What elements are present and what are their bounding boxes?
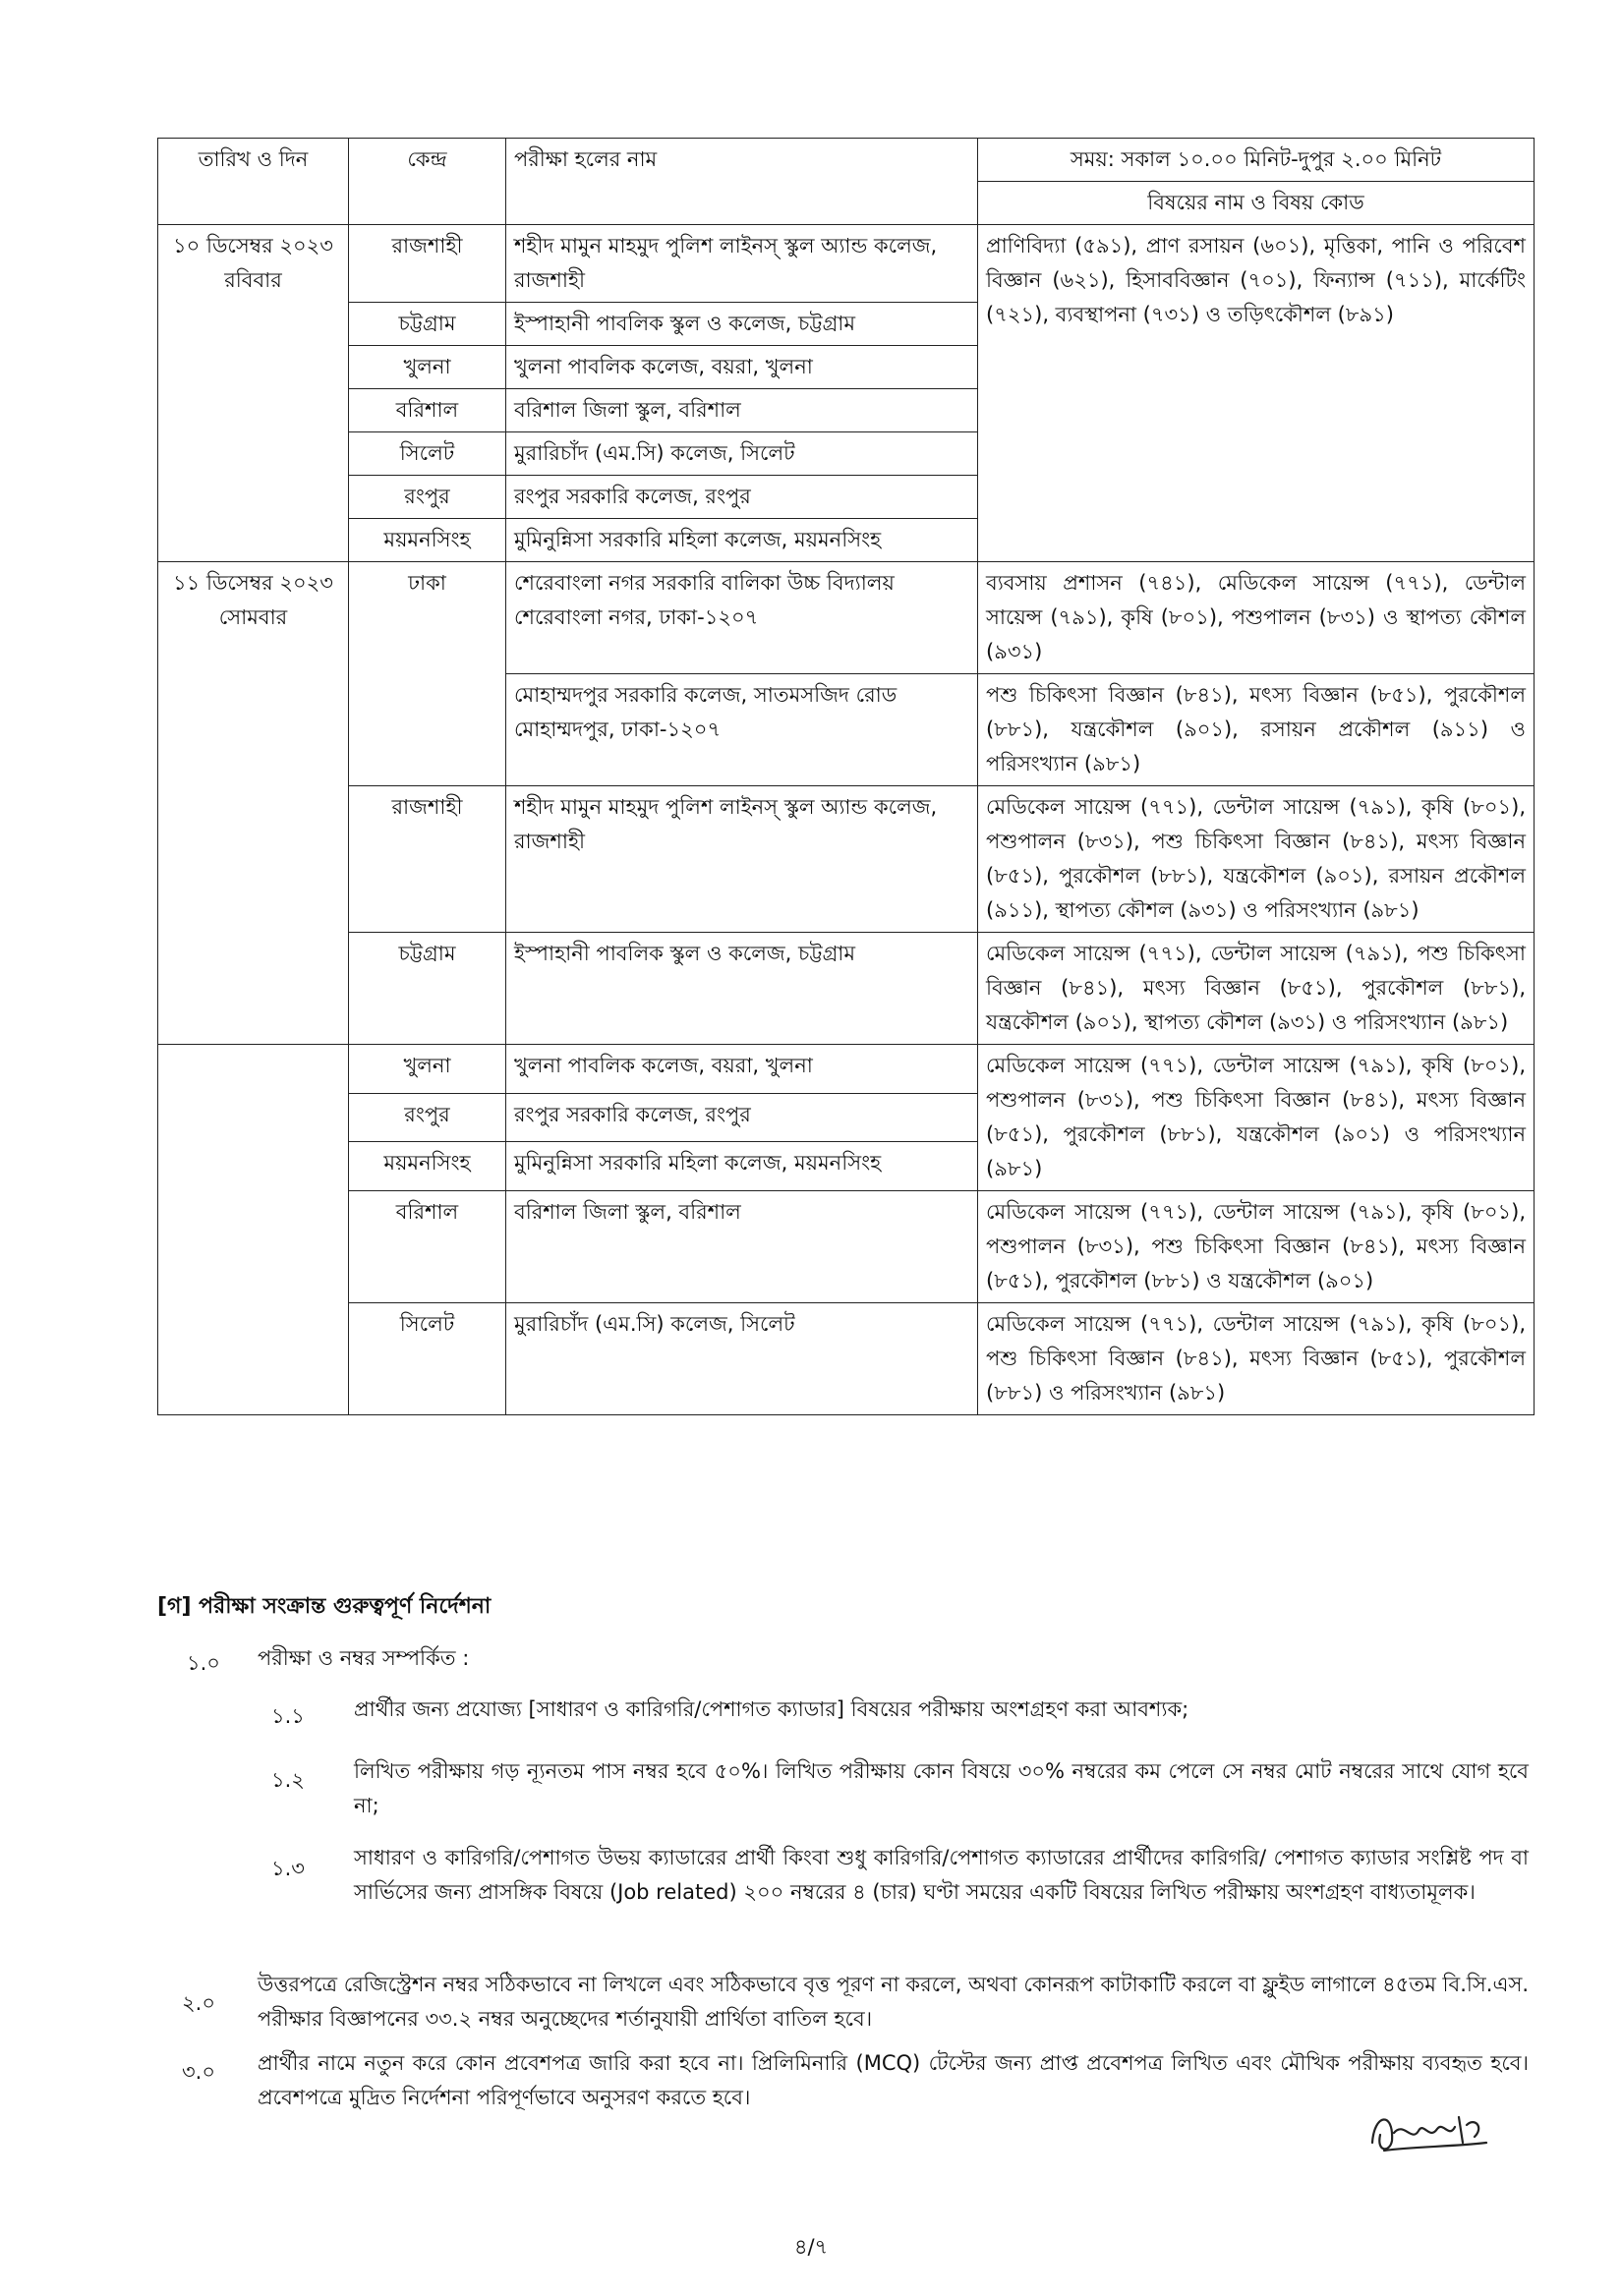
center-cell: রংপুর [349,1093,506,1142]
header-subject: বিষয়ের নাম ও বিষয় কোড [978,182,1535,225]
item-number: ২.০ [182,1991,215,2015]
table-header-row [158,139,1535,182]
center-cell: চট্টগ্রাম [349,303,506,346]
date-text: ১১ ডিসেম্বর ২০২৩ [173,571,333,595]
hall-cell: ইস্পাহানী পাবলিক স্কুল ও কলেজ, চট্টগ্রাম [506,933,978,1045]
exam-schedule-table [157,138,1535,1415]
table-row [158,225,1535,303]
hall-cell: মোহাম্মদপুর সরকারি কলেজ, সাতমসজিদ রোড মোহাম্মদপুর, ঢাকা-১২০৭ [506,674,978,786]
hall-cell: খুলনা পাবলিক কলেজ, বয়রা, খুলনা [506,1045,978,1094]
date-text: ১০ ডিসেম্বর ২০২৩ [173,234,333,258]
table-row [158,933,1535,1045]
table-row [158,562,1535,674]
subject-cell: মেডিকেল সায়েন্স (৭৭১), ডেন্টাল সায়েন্স (৭৯১), পশু চিকিৎসা বিজ্ঞান (৮৪১), মৎস্য বিজ্ঞান (৮৫১), পুরকৌশল (৮৮১), যন্ত্রকৌশল (৯০১), স্থাপত্য কৌশল (৯৩১) ও পরিসংখ্যান (৯৮১) [978,933,1535,1045]
hall-cell: মুরারিচাঁদ (এম.সি) কলেজ, সিলেট [506,1303,978,1415]
subject-cell: পশু চিকিৎসা বিজ্ঞান (৮৪১), মৎস্য বিজ্ঞান (৮৫১), পুরকৌশল (৮৮১), যন্ত্রকৌশল (৯০১), রসায়ন প্রকৌশল (৯১১) ও পরিসংখ্যান (৯৮১) [978,674,1535,786]
item-text: প্রার্থীর জন্য প্রযোজ্য [সাধারণ ও কারিগরি/পেশাগত ক্যাডার] বিষয়ের পরীক্ষায় অংশগ্রহণ করা আবশ্যক; [354,1697,1189,1721]
item-text: সাধারণ ও কারিগরি/পেশাগত উভয় ক্যাডারের প্রার্থী কিংবা শুধু কারিগরি/পেশাগত ক্যাডারের প্রার্থীদের কারিগরি/ পেশাগত ক্যাডার সংশ্লিষ্ট পদ বা সার্ভিসের জন্য প্রাসঙ্গিক বিষয়ে (Job related) ২০০ নম্বরের ৪ (চার) ঘণ্টা সময়ের একটি বিষয়ের লিখিত পরীক্ষায় অংশগ্রহণ বাধ্যতামূলক। [354,1846,1529,1904]
center-cell: ময়মনসিংহ [349,1142,506,1191]
subject-cell: ব্যবসায় প্রশাসন (৭৪১), মেডিকেল সায়েন্স (৭৭১), ডেন্টাল সায়েন্স (৭৯১), কৃষি (৮০১), পশুপালন (৮৩১) ও স্থাপত্য কৌশল (৯৩১) [978,562,1535,674]
section-title: [গ] পরীক্ষা সংক্রান্ত গুরুত্বপূর্ণ নির্দেশনা [157,1594,492,1619]
center-cell: রংপুর [349,476,506,519]
item-number: ১.৩ [271,1857,305,1880]
item-number: ১.১ [271,1704,305,1728]
subject-cell: প্রাণিবিদ্যা (৫৯১), প্রাণ রসায়ন (৬০১), মৃত্তিকা, পানি ও পরিবেশ বিজ্ঞান (৬২১), হিসাববিজ্ঞান (৭০১), ফিন্যান্স (৭১১), মার্কেটিং (৭২১), ব্যবস্থাপনা (৭৩১) ও তড়িৎকৌশল (৮৯১) [978,225,1535,562]
center-cell: খুলনা [349,346,506,389]
hall-cell: বরিশাল জিলা স্কুল, বরিশাল [506,389,978,432]
item-text: পরীক্ষা ও নম্বর সম্পর্কিত : [258,1646,470,1670]
item-number: ১.২ [271,1768,305,1792]
center-cell: ঢাকা [349,562,506,786]
center-cell: চট্টগ্রাম [349,933,506,1045]
table-row [158,1303,1535,1415]
center-cell: বরিশাল [349,1191,506,1303]
hall-cell: মুমিনুন্নিসা সরকারি মহিলা কলেজ, ময়মনসিংহ [506,1142,978,1191]
item-number: ১.০ [187,1651,220,1675]
center-cell: রাজশাহী [349,225,506,303]
center-cell: খুলনা [349,1045,506,1094]
center-cell: সিলেট [349,432,506,476]
item-number: ৩.০ [182,2060,215,2084]
hall-cell: শেরেবাংলা নগর সরকারি বালিকা উচ্চ বিদ্যালয় শেরেবাংলা নগর, ঢাকা-১২০৭ [506,562,978,674]
item-text: লিখিত পরীক্ষায় গড় ন্যূনতম পাস নম্বর হবে ৫০%। লিখিত পরীক্ষায় কোন বিষয়ে ৩০% নম্বরের কম পেলে সে নম্বর মোট নম্বরের সাথে যোগ হবে না; [354,1759,1529,1817]
signature-mark [1364,2103,1492,2162]
hall-cell: খুলনা পাবলিক কলেজ, বয়রা, খুলনা [506,346,978,389]
day-text: সোমবার [218,605,288,629]
hall-cell: মুরারিচাঁদ (এম.সি) কলেজ, সিলেট [506,432,978,476]
date-cell [158,562,349,1045]
center-cell: সিলেট [349,1303,506,1415]
subject-cell: মেডিকেল সায়েন্স (৭৭১), ডেন্টাল সায়েন্স (৭৯১), কৃষি (৮০১), পশুপালন (৮৩১), পশু চিকিৎসা বিজ্ঞান (৮৪১), মৎস্য বিজ্ঞান (৮৫১), পুরকৌশল (৮৮১), যন্ত্রকৌশল (৯০১) ও পরিসংখ্যান (৯৮১) [978,1045,1535,1191]
hall-cell: শহীদ মামুন মাহমুদ পুলিশ লাইনস্ স্কুল অ্যান্ড কলেজ, রাজশাহী [506,786,978,933]
item-text: প্রার্থীর নামে নতুন করে কোন প্রবেশপত্র জারি করা হবে না। প্রিলিমিনারি (MCQ) টেস্টের জন্য প্রাপ্ত প্রবেশপত্র লিখিত এবং মৌখিক পরীক্ষায় ব্যবহৃত হবে। প্রবেশপত্রে মুদ্রিত নির্দেশনা পরিপূর্ণভাবে অনুসরণ করতে হবে। [258,2051,1529,2109]
table-row [158,1191,1535,1303]
date-cell-empty [158,1045,349,1415]
subject-cell: মেডিকেল সায়েন্স (৭৭১), ডেন্টাল সায়েন্স (৭৯১), কৃষি (৮০১), পশুপালন (৮৩১), পশু চিকিৎসা বিজ্ঞান (৮৪১), মৎস্য বিজ্ঞান (৮৫১), পুরকৌশল (৮৮১) ও যন্ত্রকৌশল (৯০১) [978,1191,1535,1303]
date-cell [158,225,349,562]
hall-cell: রংপুর সরকারি কলেজ, রংপুর [506,1093,978,1142]
header-hall: পরীক্ষা হলের নাম [506,139,978,225]
table-row [158,1045,1535,1094]
hall-cell: মুমিনুন্নিসা সরকারি মহিলা কলেজ, ময়মনসিংহ [506,519,978,562]
header-date: তারিখ ও দিন [158,139,349,225]
header-time: সময়: সকাল ১০.০০ মিনিট-দুপুর ২.০০ মিনিট [978,139,1535,182]
subject-cell: মেডিকেল সায়েন্স (৭৭১), ডেন্টাল সায়েন্স (৭৯১), কৃষি (৮০১), পশু চিকিৎসা বিজ্ঞান (৮৪১), মৎস্য বিজ্ঞান (৮৫১), পুরকৌশল (৮৮১) ও পরিসংখ্যান (৯৮১) [978,1303,1535,1415]
subject-cell: মেডিকেল সায়েন্স (৭৭১), ডেন্টাল সায়েন্স (৭৯১), কৃষি (৮০১), পশুপালন (৮৩১), পশু চিকিৎসা বিজ্ঞান (৮৪১), মৎস্য বিজ্ঞান (৮৫১), পুরকৌশল (৮৮১), যন্ত্রকৌশল (৯০১), রসায়ন প্রকৌশল (৯১১), স্থাপত্য কৌশল (৯৩১) ও পরিসংখ্যান (৯৮১) [978,786,1535,933]
table-row [158,786,1535,933]
center-cell: রাজশাহী [349,786,506,933]
hall-cell: রংপুর সরকারি কলেজ, রংপুর [506,476,978,519]
day-text: রবিবার [224,268,282,292]
page-number: ৪/৭ [793,2235,829,2259]
hall-cell: ইস্পাহানী পাবলিক স্কুল ও কলেজ, চট্টগ্রাম [506,303,978,346]
hall-cell: শহীদ মামুন মাহমুদ পুলিশ লাইনস্ স্কুল অ্যান্ড কলেজ, রাজশাহী [506,225,978,303]
header-center: কেন্দ্র [349,139,506,225]
hall-cell: বরিশাল জিলা স্কুল, বরিশাল [506,1191,978,1303]
center-cell: ময়মনসিংহ [349,519,506,562]
item-text: উত্তরপত্রে রেজিস্ট্রেশন নম্বর সঠিকভাবে না লিখলে এবং সঠিকভাবে বৃত্ত পূরণ না করলে, অথবা কোনরূপ কাটাকাটি করলে বা ফ্লুইড লাগালে ৪৫তম বি.সি.এস. পরীক্ষার বিজ্ঞাপনের ৩৩.২ নম্বর অনুচ্ছেদের শর্তানুযায়ী প্রার্থিতা বাতিল হবে। [258,1973,1529,2031]
center-cell: বরিশাল [349,389,506,432]
